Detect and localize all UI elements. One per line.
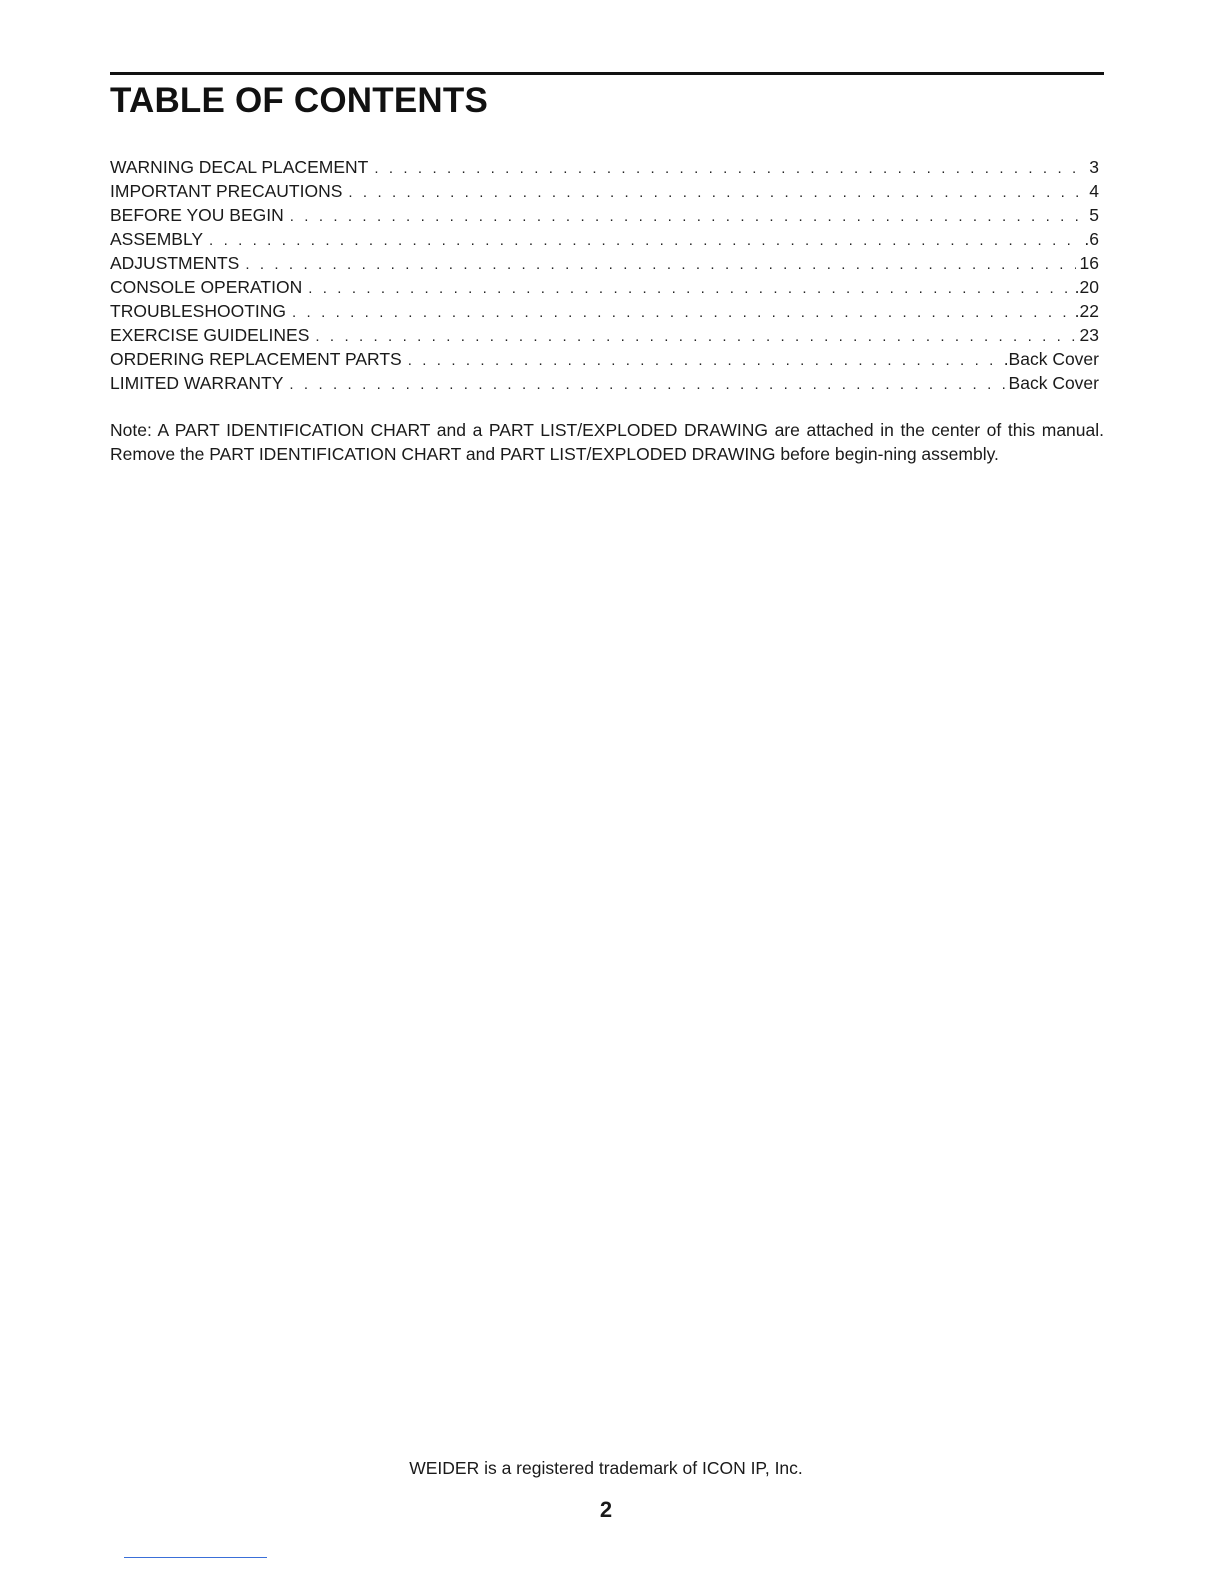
toc-entry-page: 5 (1089, 205, 1099, 225)
toc-entry (110, 251, 1099, 275)
toc-dot-leader (245, 253, 1075, 275)
toc-entry-label: ORDERING REPLACEMENT PARTS (110, 349, 402, 369)
toc-entry (110, 275, 1099, 299)
toc-entry-page: .Back Cover (1003, 349, 1099, 369)
toc-entry (110, 155, 1099, 179)
toc-entry-label: IMPORTANT PRECAUTIONS (110, 181, 343, 201)
toc-entry-label: TROUBLESHOOTING (110, 301, 286, 321)
toc-entry (110, 347, 1099, 371)
toc-dot-leader (209, 229, 1080, 251)
toc-dot-leader (348, 181, 1085, 203)
toc-entry-label: CONSOLE OPERATION (110, 277, 303, 297)
toc-dot-leader (308, 277, 1070, 299)
toc-entry-label: ADJUSTMENTS (110, 253, 240, 273)
toc-dot-leader (315, 325, 1075, 347)
scan-artifact-line (124, 1557, 267, 1558)
toc-dot-leader (374, 157, 1085, 179)
toc-entry-page: 4 (1089, 181, 1099, 201)
toc-entry (110, 323, 1099, 347)
toc-entry-page: 3 (1089, 157, 1099, 177)
toc-dot-leader (292, 301, 1071, 323)
toc-entry-page: .22 (1074, 301, 1099, 321)
toc-entry-label: BEFORE YOU BEGIN (110, 205, 284, 225)
toc-entry (110, 371, 1099, 395)
toc-entry-label: LIMITED WARRANTY (110, 373, 284, 393)
toc-entry (110, 227, 1099, 251)
toc-entry-label: ASSEMBLY (110, 229, 204, 249)
toc-dot-leader (289, 373, 1004, 395)
trademark-notice: WEIDER is a registered trademark of ICON IP, Inc. (409, 1458, 803, 1478)
table-of-contents (110, 155, 1099, 395)
toc-entry-page: Back Cover (1008, 373, 1099, 393)
toc-dot-leader (408, 349, 1000, 371)
assembly-note: Note: A PART IDENTIFICATION CHART and a PART LIST/EXPLODED DRAWING are attached in the center of this manual. Remove the PART IDENTIFICATION CHART and PART LIST/EXPLODED DRAWING before begin-ning assembly. (110, 420, 1104, 464)
toc-entry (110, 203, 1099, 227)
toc-entry-label: EXERCISE GUIDELINES (110, 325, 310, 345)
toc-entry-label: WARNING DECAL PLACEMENT (110, 157, 369, 177)
toc-entry (110, 179, 1099, 203)
toc-entry-page: 16 (1079, 253, 1099, 273)
toc-dot-leader (290, 205, 1086, 227)
toc-entry (110, 299, 1099, 323)
toc-entry-page: .20 (1074, 277, 1099, 297)
title-rule (110, 72, 1104, 75)
page-number: 2 (599, 1497, 613, 1522)
toc-entry-page: .6 (1084, 229, 1099, 249)
page-title: TABLE OF CONTENTS (110, 81, 489, 120)
toc-entry-page: 23 (1079, 325, 1099, 345)
